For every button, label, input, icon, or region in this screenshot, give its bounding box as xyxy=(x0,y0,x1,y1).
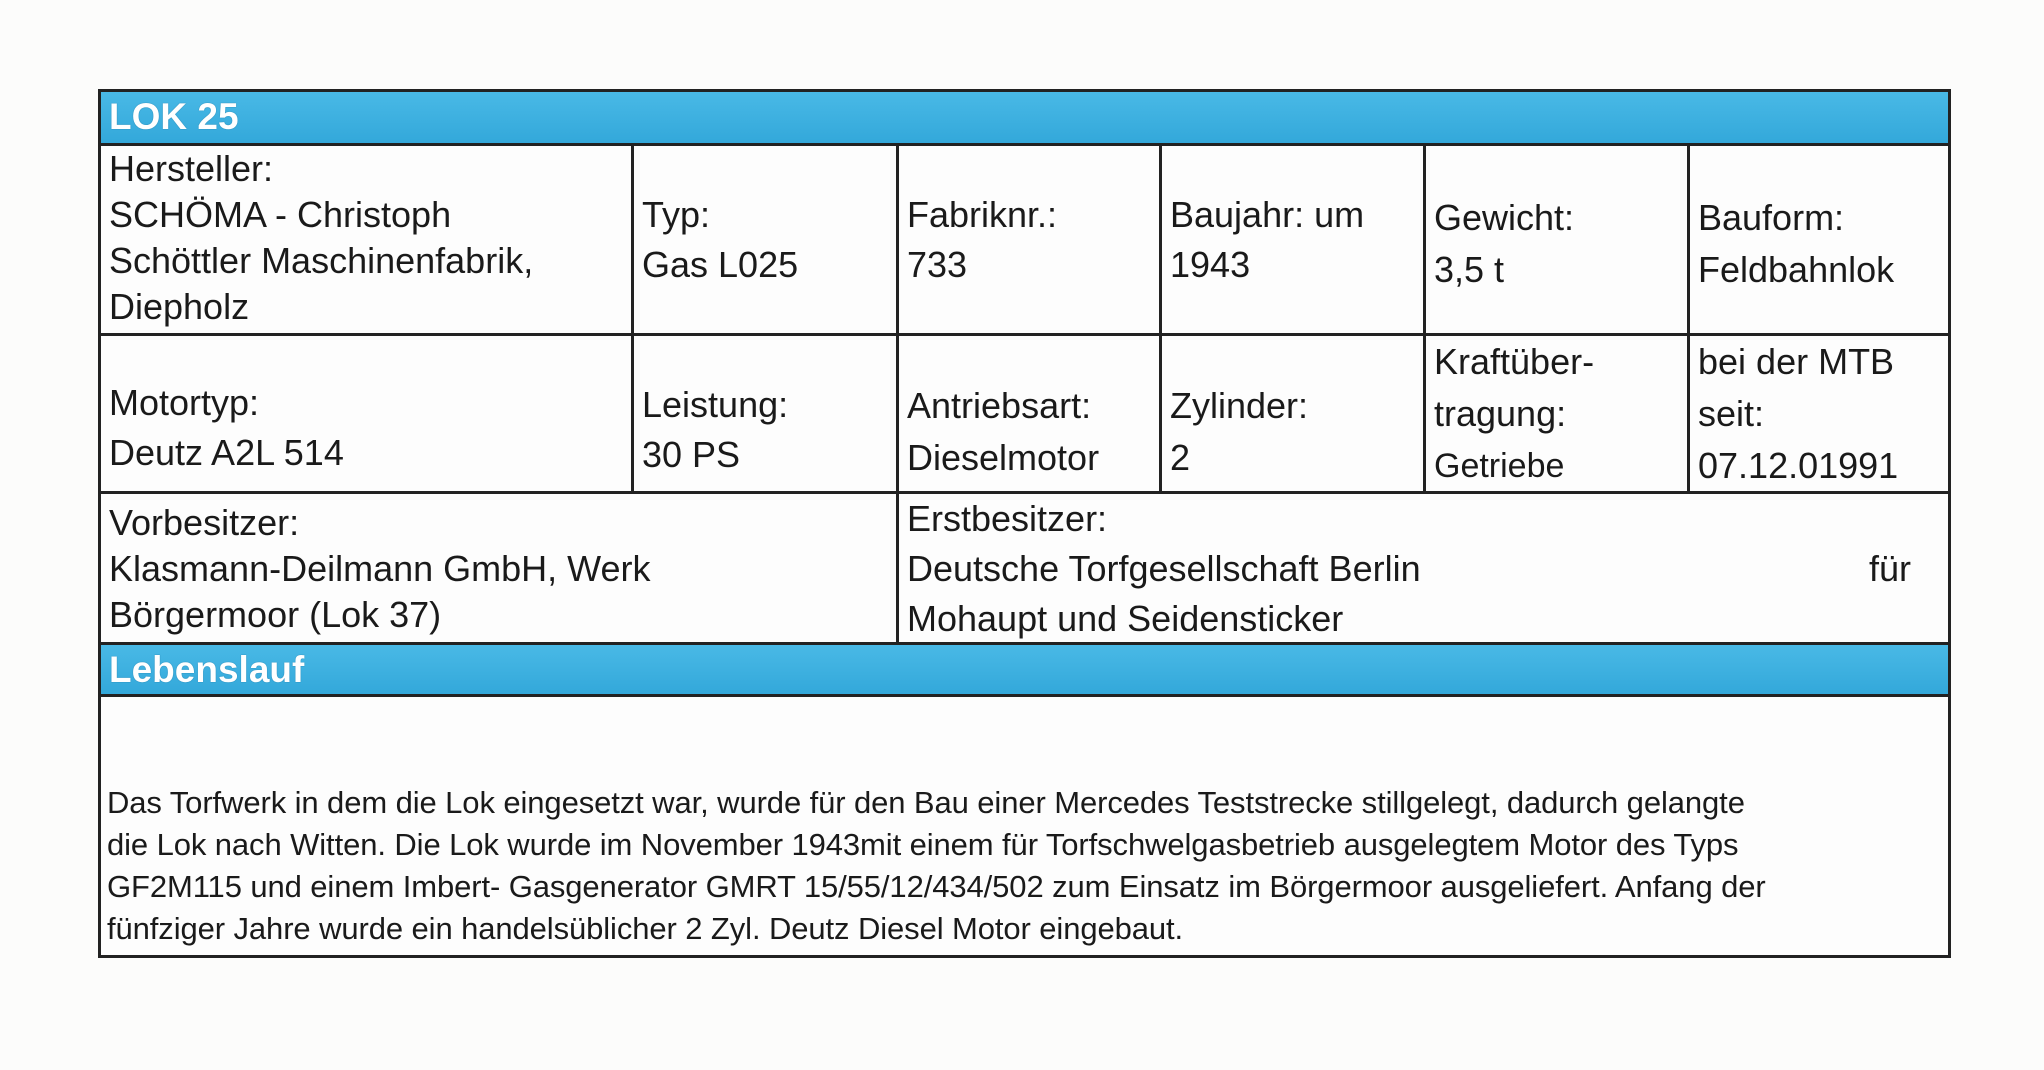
vorbesitzer-label: Vorbesitzer: xyxy=(109,502,300,543)
erstbesitzer-line xyxy=(907,544,1940,594)
vorbesitzer-cell xyxy=(101,494,896,645)
title-band xyxy=(101,92,1948,146)
leistung-cell xyxy=(634,336,896,491)
erstbesitzer-label: Erstbesitzer: xyxy=(907,498,1108,539)
kraftuebertragung-value: Getriebe xyxy=(1434,447,1565,485)
mtb-label: seit: xyxy=(1698,393,1765,434)
bauform-label: Bauform: xyxy=(1698,197,1845,238)
typ-value: Gas L025 xyxy=(642,244,799,285)
erstbesitzer-line: Mohaupt und Seidensticker xyxy=(907,598,1344,639)
baujahr-label: Baujahr: um xyxy=(1170,194,1365,235)
mtb-date: 07.12.01991 xyxy=(1698,445,1899,486)
fabriknr-label: Fabriknr.: xyxy=(907,194,1058,235)
leistung-label: Leistung: xyxy=(642,384,789,425)
vorbesitzer-line: Börgermoor (Lok 37) xyxy=(109,594,442,635)
mtb-cell xyxy=(1690,336,1948,491)
kraftuebertragung-label: tragung: xyxy=(1434,393,1567,434)
antriebsart-cell xyxy=(899,336,1159,491)
row3-divider xyxy=(101,642,1948,645)
hersteller-line: Diepholz xyxy=(109,286,250,327)
loco-title: LOK 25 xyxy=(109,96,239,137)
erstbesitzer-cell xyxy=(899,494,1948,645)
lebenslauf-band xyxy=(101,645,1948,697)
locomotive-data-sheet xyxy=(98,89,1951,958)
erstbesitzer-fuer: für xyxy=(1869,548,1912,589)
bauform-value: Feldbahnlok xyxy=(1698,249,1895,290)
leistung-value: 30 PS xyxy=(642,434,741,475)
hersteller-cell xyxy=(101,146,631,333)
lebenslauf-line: fünfziger Jahre wurde ein handelsüblicher 2 Zyl. Deutz Diesel Motor eingebaut. xyxy=(107,911,1184,946)
typ-label: Typ: xyxy=(642,194,711,235)
lebenslauf-line: GF2M115 und einem Imbert- Gasgenerator GMRT 15/55/12/434/502 zum Einsatz im Börgermoor ausgeliefert. Anfang der xyxy=(107,869,1766,904)
zylinder-cell xyxy=(1162,336,1423,491)
antriebsart-label: Antriebsart: xyxy=(907,385,1092,426)
hersteller-line: Schöttler Maschinenfabrik, xyxy=(109,240,534,281)
zylinder-value: 2 xyxy=(1170,437,1191,478)
motortyp-label: Motortyp: xyxy=(109,382,260,423)
lebenslauf-text xyxy=(107,782,1942,950)
lebenslauf-line: die Lok nach Witten. Die Lok wurde im November 1943mit einem für Torfschwelgasbetrieb ausgelegtem Motor des Typs xyxy=(107,827,1739,862)
hersteller-label: Hersteller: xyxy=(109,148,274,189)
bauform-cell xyxy=(1690,146,1948,333)
vorbesitzer-line: Klasmann-Deilmann GmbH, Werk xyxy=(109,548,651,589)
gewicht-value: 3,5 t xyxy=(1434,249,1505,290)
motortyp-value: Deutz A2L 514 xyxy=(109,432,344,473)
lebenslauf-title: Lebenslauf xyxy=(109,649,305,690)
erstbesitzer-name: Deutsche Torfgesellschaft Berlin xyxy=(907,548,1421,589)
fabriknr-value: 733 xyxy=(907,244,968,285)
baujahr-cell xyxy=(1162,146,1423,333)
antriebsart-value: Dieselmotor xyxy=(907,437,1100,478)
kraftuebertragung-label: Kraftüber- xyxy=(1434,341,1595,382)
lebenslauf-line: Das Torfwerk in dem die Lok eingesetzt war, wurde für den Bau einer Mercedes Teststrecke stillgelegt, dadurch gelangte xyxy=(107,785,1745,820)
typ-cell xyxy=(634,146,896,333)
gewicht-cell xyxy=(1426,146,1687,333)
motortyp-cell xyxy=(101,336,631,491)
zylinder-label: Zylinder: xyxy=(1170,385,1309,426)
mtb-label: bei der MTB xyxy=(1698,341,1895,382)
gewicht-label: Gewicht: xyxy=(1434,197,1575,238)
hersteller-line: SCHÖMA - Christoph xyxy=(109,194,452,235)
baujahr-value: 1943 xyxy=(1170,244,1251,285)
fabriknr-cell xyxy=(899,146,1159,333)
kraftuebertragung-cell xyxy=(1426,336,1687,491)
